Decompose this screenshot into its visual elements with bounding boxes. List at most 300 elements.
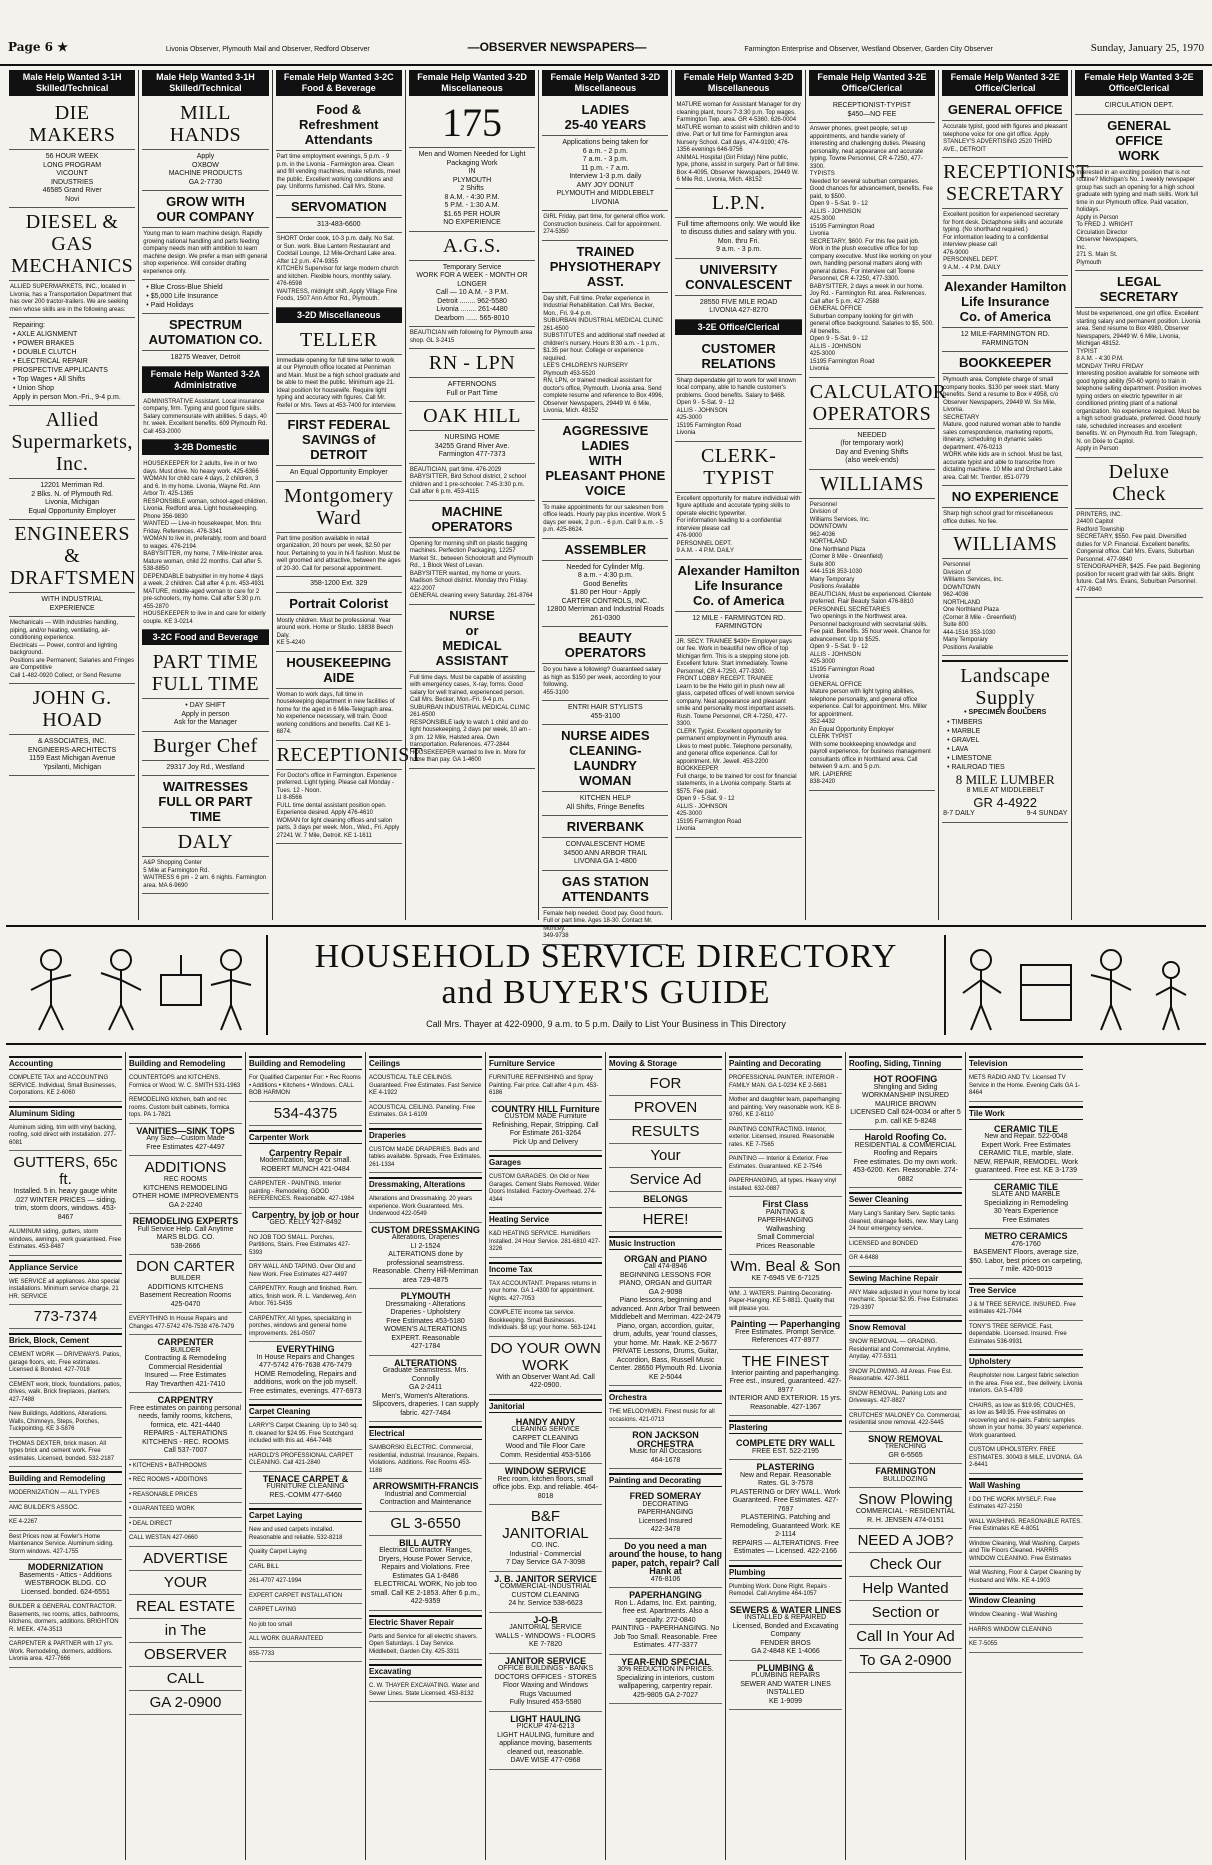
- display-ad-subhead: Do you need a man around the house, to hang paper, patch, repair? Call Hank at: [609, 1540, 722, 1576]
- directory-category-heading: Building and Remodeling: [129, 1056, 242, 1070]
- ad-line: 12800 Merriman and Industrial Roads: [546, 606, 664, 613]
- display-ad-subhead: PLASTERING: [756, 1462, 815, 1472]
- ad-line: WOMAN: [579, 773, 632, 788]
- classified-ad: [1075, 167, 1202, 272]
- ad-line: MILL HANDS: [169, 102, 242, 146]
- directory-listing: Parts and Service for all electric shavers. Open Saturdays. 1 Day Service. Middlebelt, Garden City. 425-3311: [369, 1631, 482, 1661]
- directory-display-ad: [609, 1588, 722, 1655]
- classified-ad: [276, 355, 402, 415]
- ad-line: 8 A.M. - 4:30 P.M.: [444, 193, 500, 201]
- ad-line: KE 5-4240: [276, 640, 305, 646]
- ad-line: RESPONSIBLE lady to watch 1 child and do light housekeeping, 2 days per week, 10 am - 3 pm. 12 Mile, Halsted area. Own transportation. References. 477-2844: [409, 719, 531, 748]
- ad-line: Full time afternoons only. We would like to discuss duties and salary with you.: [677, 220, 800, 236]
- ad-line: Female Help Wanted 3-2A Administrative: [150, 368, 261, 390]
- ad-line: For information leading to a confidential interview please call: [943, 234, 1049, 248]
- ad-line: Many Temporary: [943, 637, 988, 643]
- display-ad-line: SLATE AND MARBLE: [991, 1191, 1061, 1198]
- display-ad-line: PAPERHANGING: [637, 1509, 694, 1516]
- ad-line: RESPONSIBLE woman, school-aged children. Livonia. Redford area. Light housekeeping. Phone 356-9830: [143, 498, 268, 520]
- ad-line: LEE'S CHILDREN'S NURSERY: [543, 363, 629, 369]
- ad-line: Interesting position available for someone with good typing ability (50-60 wpm) to train in telephone selling department. Position involves typing orders on electric typewriter in air conditioned printing plant of a national organization. No experience required. Must be a high school graduate, preferred. Good hourly rate, scheduled increases and excellent benefits. W. on Plymouth Rd. from Telegraph, N. on Dixie to Capitol.: [1076, 371, 1202, 445]
- ad-line: 34255 Grand River Ave.: [434, 442, 510, 450]
- ad-line: • Paid Holidays: [146, 302, 194, 309]
- directory-display-ad: [849, 1577, 962, 1601]
- display-ad-line: CO. INC.: [531, 1542, 560, 1549]
- directory-category-heading: Painting and Decorating: [729, 1056, 842, 1070]
- display-ad-line: BASEMENT Floors, average size, $50. Labor, best prices on carpeting, 7 mile. 420-0019: [969, 1249, 1083, 1273]
- classified-ad: [276, 326, 402, 355]
- column-header: Female Help Wanted 3-2E Office/Clerical: [1075, 70, 1202, 96]
- ad-line: FULL OR PART TIME: [158, 794, 253, 824]
- ad-line: DOWNTOWN: [943, 584, 981, 591]
- display-ad-line: Floor Waxing and Windows: [503, 1682, 588, 1689]
- directory-category-heading: Upholstery: [969, 1354, 1083, 1368]
- classified-ad: [542, 725, 668, 792]
- ad-line: Redford Township: [1076, 526, 1125, 533]
- display-ad-line: LI 2-1524: [410, 1242, 441, 1250]
- display-ad-headline: RESULTS: [631, 1123, 700, 1140]
- directory-display-ad: [609, 1192, 722, 1208]
- display-ad-headline: B&F JANITORIAL: [502, 1508, 589, 1542]
- classified-ad: [9, 208, 135, 281]
- ad-line: Young man to learn machine design. Rapidly growing national handling and parts feeding company needs man with ambition to learn machine design. We prefer a man with general shop experience. Will consider drafting experience only.: [143, 231, 268, 275]
- classified-ad: [942, 99, 1068, 121]
- landscape-item: • TIMBERS: [947, 718, 983, 726]
- ad-line: GENERAL OFFICE: [809, 306, 862, 312]
- ad-line: Equal Opportunity Employer: [28, 507, 116, 515]
- ad-line: PLYMOUTH and MIDDLEBELT: [556, 190, 655, 197]
- display-ad-headline: ADVERTISE: [143, 1549, 228, 1567]
- ad-line: BABYSITTER, my home, 7 Mile-Inkster area. Mature woman, child 22 months. Call after 5. 538-8850: [143, 551, 264, 572]
- ad-line: • Union Shop: [13, 385, 54, 392]
- hours-sunday: 9-4 SUNDAY: [1026, 810, 1068, 817]
- ad-line: BEAUTY OPERATORS: [564, 630, 646, 660]
- display-ad-line: FURNITURE CLEANING: [266, 1483, 345, 1490]
- classified-ad: [675, 442, 801, 493]
- directory-listing: METS RADIO AND TV. Licensed TV Service in the Home. Evening Calls GA 1-8464: [969, 1072, 1083, 1102]
- ad-line: A.G.S.: [443, 234, 502, 257]
- ad-line: GAS STATION: [561, 873, 649, 889]
- classified-ad: [675, 375, 801, 442]
- ad-line: Division of: [943, 569, 971, 576]
- classified-ad: [542, 539, 668, 561]
- ad-line: 349-9738: [543, 933, 569, 939]
- column-header: Female Help Wanted 3-2C Food & Beverage: [276, 70, 402, 96]
- directory-display-ad: [969, 1122, 1083, 1180]
- directory-category-heading: Electrical: [369, 1426, 482, 1440]
- classified-ad: [542, 816, 668, 838]
- directory-display-ad: [729, 1603, 842, 1661]
- classified-ad: [675, 189, 801, 218]
- column-header: Male Help Wanted 3-1H Skilled/Technical: [142, 70, 268, 96]
- ad-line: SPECTRUM: [168, 317, 242, 332]
- display-ad-line: WORKMANSHIP INSURED: [862, 1092, 949, 1099]
- ad-line: SECRETARY: [945, 183, 1065, 205]
- directory-listing: For Qualified Carpenter For: • Rec Rooms • Additions • Kitchens • Windows. CALL BOB HARMON: [249, 1072, 362, 1102]
- display-ad-line: New and Repair. 522-0048: [984, 1133, 1068, 1140]
- directory-display-ad: [489, 1654, 602, 1712]
- classified-ad: [542, 871, 668, 908]
- directory-column: [6, 1052, 126, 1860]
- display-ad-line: 425-0470: [170, 1300, 201, 1308]
- ad-line: TYPISTS: [809, 171, 835, 177]
- ad-line: Food & Refreshment: [299, 102, 379, 132]
- directory-listing: CARPENTER & PARTNER with 17 yrs. Work. Remodeling, dormers, additions. Livonia area. 427-7666: [9, 1638, 122, 1668]
- ad-line: L.P.N.: [711, 191, 766, 214]
- display-ad-headline: 534-4375: [273, 1104, 338, 1122]
- ad-line: An Equal Opportunity Employer: [809, 726, 894, 733]
- ad-line: LONG PROGRAM: [43, 161, 102, 169]
- directory-column: [366, 1052, 486, 1860]
- ad-line: SUBURBAN INDUSTRIAL MEDICAL CLINIC: [409, 704, 530, 711]
- directory-listing: • REC ROOMS • ADDITIONS: [129, 1474, 242, 1489]
- ad-line: WITH: [588, 452, 622, 468]
- directory-display-ad: [369, 1223, 482, 1290]
- directory-listing: C. W. THAYER EXCAVATING. Water and Sewer Lines. State Licensed. 453-8132: [369, 1680, 482, 1702]
- ad-line: GIRL Friday, part time, for general office work. Construction business. Call for appointment. 274-5350: [543, 214, 666, 235]
- directory-listing: PROFESSIONAL PAINTER. INTERIOR - FAMILY MAN. GA 1-0234 KE 2-5681: [729, 1072, 842, 1094]
- ad-line: Livonia ........ 261-4480: [436, 306, 508, 313]
- ad-line: • Top Wages • All Shifts: [13, 376, 86, 383]
- display-ad-headline: CALL: [166, 1669, 205, 1687]
- ad-line: Call 1-482-0920 Collect, or Send Resume: [10, 672, 122, 679]
- ad-line: DRAFTSMEN: [10, 567, 136, 589]
- ad-line: Livonia: [809, 674, 829, 680]
- ad-line: Open 9 - 5-Sat. 9 - 12: [809, 336, 868, 342]
- ad-line: Excellent position for experienced secretary for front desk. Dictaphone skills and accurate typing. (No shorthand required.): [943, 212, 1063, 233]
- directory-listing: 855-7733: [249, 1648, 362, 1663]
- display-ad-line: BEGINNING LESSONS FOR PIANO, ORGAN and GUITAR: [619, 1271, 712, 1287]
- column-header: Female Help Wanted 3-2D Miscellaneous: [409, 70, 535, 96]
- classified-ad: [142, 396, 268, 441]
- directory-display-ad: [129, 1393, 242, 1460]
- display-ad-subhead: WINDOW SERVICE: [504, 1466, 587, 1476]
- directory-display-ad: [849, 1553, 962, 1577]
- ad-line: ASSEMBLER: [564, 541, 647, 557]
- display-ad-line: 422-3478: [650, 1526, 681, 1533]
- ad-line: Interview 1-3 p.m. daily: [569, 173, 642, 180]
- ad-line: 3-2D Miscellaneous: [296, 309, 381, 320]
- ad-line: Inc.: [55, 453, 89, 475]
- ad-line: Co. of America: [693, 592, 785, 608]
- classified-ad: [409, 605, 535, 672]
- column-header: Male Help Wanted 3-1H Skilled/Technical: [9, 70, 135, 96]
- directory-listing: Window Cleaning - Wall Washing: [969, 1609, 1083, 1624]
- ad-line: BABYSITTER wanted, my home or yours. Madison School district. Monday thru Friday. 422-2007: [409, 570, 528, 592]
- classified-ad: [142, 150, 268, 191]
- classified-ad: [942, 209, 1068, 276]
- ad-line: Supermarkets,: [11, 431, 133, 453]
- ad-line: • Blue Cross-Blue Shield: [146, 284, 223, 291]
- classified-ad: [675, 560, 801, 612]
- section-header: [142, 367, 268, 393]
- ad-line: NO EXPERIENCE: [443, 219, 501, 226]
- ad-line: CLEANING-LAUNDRY: [569, 743, 642, 773]
- ad-line: Mature, good natured woman able to handle sales correspondence, marketing reports, itinerary, scheduling in dynamic sales department. 476-0213: [943, 422, 1061, 451]
- ad-line: 8 a.m. - 4:30 p.m.: [577, 572, 633, 579]
- directory-listing: • GUARANTEED WORK: [129, 1503, 242, 1518]
- display-ad-line: LIGHT HAULING, furniture and appliance moving, basements cleaned out, reasonable.: [497, 1731, 594, 1756]
- ad-line: Open 9 - 5-Sat. 9 - 12: [809, 644, 868, 650]
- directory-display-ad: [729, 1350, 842, 1417]
- ad-line: To FRED J. WRIGHT: [1076, 222, 1134, 228]
- display-ad-headline: DO YOUR OWN WORK: [490, 1339, 601, 1374]
- masthead-right-papers: Farmington Enterprise and Observer, Westland Observer, Garden City Observer: [744, 46, 993, 53]
- directory-display-ad: [609, 1428, 722, 1469]
- directory-listing: No job too small: [249, 1619, 362, 1634]
- family-illustration-icon: [951, 935, 1201, 1035]
- display-ad-subhead: LIGHT HAULING: [510, 1713, 581, 1724]
- ad-line: GENERAL: [1107, 117, 1171, 133]
- ad-line: Part time position available in retail organization, 20 hours per week, $2.50 per hour. Pertaining to you in hi-fi fashion. Must be well groomed and attractive, between the ages of 20-30. Call for personal appointment.: [276, 535, 401, 572]
- classified-ad: [142, 351, 268, 367]
- directory-display-ad: [129, 1619, 242, 1643]
- ad-line: Livonia: [676, 430, 696, 436]
- ad-line: 2 Blks. N. of Plymouth Rd.: [31, 490, 113, 498]
- section-header: [142, 630, 268, 645]
- ad-line: AIDE: [323, 669, 355, 685]
- classified-ad: [409, 538, 535, 605]
- ad-line: (for temporary work): [840, 440, 904, 447]
- ad-line: OXBOW: [192, 161, 219, 169]
- ad-line: Call — 10 A.M. - 3 P.M.: [435, 289, 509, 296]
- display-ad-headline: REAL ESTATE: [136, 1597, 235, 1615]
- ad-line: 175: [442, 100, 503, 145]
- ad-line: 25-40 YEARS: [564, 117, 647, 132]
- ad-line: OPERATORS: [812, 402, 932, 425]
- directory-listing: TAX ACCOUNTANT. Prepares returns in your home. GA 1-4300 for appointment. Nights. 427-7053: [489, 1278, 602, 1308]
- ad-line: KITCHEN HELP: [579, 795, 631, 802]
- ad-line: Woman to work days, full time in housekeeping department in new facilities of home for the aged in 6 Mile-Telegraph area. No experience necessary, will train. Good working conditions and benefits. Call KE 1-6874.: [276, 691, 395, 735]
- display-ad-subhead: YEAR-END SPECIAL: [621, 1656, 710, 1667]
- directory-listing: LARRY'S Carpet Cleaning. Up to 340 sq. ft. cleaned for $24.95. Free Scotchgard included with this ad. 464-7448: [249, 1420, 362, 1450]
- classified-ad: [542, 241, 668, 293]
- display-ad-subhead: TENACE CARPET &: [262, 1473, 349, 1484]
- ad-line: Deluxe: [1108, 460, 1170, 483]
- directory-listing: EVERYTHING In House Repairs and Changes 477-5742 476-7538 476-7479: [129, 1313, 242, 1335]
- classified-ad: [942, 508, 1068, 530]
- ad-line: NURSING HOME: [444, 434, 500, 441]
- landscape-item: • RAILROAD TIES: [947, 763, 1005, 771]
- ad-line: OUR COMPANY: [156, 209, 255, 224]
- directory-display-ad: [369, 1356, 482, 1423]
- ad-line: 29317 Joy Rd., Westland: [166, 763, 245, 771]
- ad-line: 3-2C Food and Beverage: [152, 632, 259, 642]
- directory-listing: CARPENTRY, All types, specializing in porches, windows and general home improvements. 261-0507: [249, 1313, 362, 1343]
- ad-line: 838-2420: [809, 779, 836, 785]
- ad-line: Apply in Person: [1076, 214, 1119, 221]
- display-ad-headline: GA 2-0900: [149, 1693, 222, 1711]
- display-ad-line: Licensed, Bonded and Excavating Company: [732, 1622, 839, 1638]
- directory-display-ad: [729, 1317, 842, 1350]
- directory-display-ad: [729, 1436, 842, 1460]
- classified-ad: [276, 196, 402, 218]
- ad-line: PLYMOUTH: [452, 176, 492, 184]
- classified-ad: [942, 328, 1068, 352]
- directory-listing: 261-4707 427-1994: [249, 1575, 362, 1590]
- display-ad-subhead: J-O-B: [533, 1614, 558, 1625]
- ad-line: Many Temporary: [809, 576, 855, 583]
- ad-line: Williams Services, Inc.: [809, 516, 870, 523]
- ad-line: IN: [468, 168, 476, 175]
- display-ad-line: Specializing in Remodeling: [983, 1199, 1069, 1207]
- column-header: Female Help Wanted 3-2E Office/Clerical: [809, 70, 935, 96]
- directory-category-heading: Heating Service: [489, 1212, 602, 1226]
- classified-ad: [942, 530, 1068, 559]
- directory-category-heading: Window Cleaning: [969, 1593, 1083, 1607]
- ad-line: Answer phones, greet people, set up appointments, and handle variety of interesting and challenging duties. Pleasing personality, neat appearance and accurate typing. Towne Personnel, CR 4-7250, 477-3300.: [809, 126, 926, 170]
- ad-line: PERSONNEL DEPT.: [676, 540, 732, 547]
- directory-listing: Quality Carpet Laying: [249, 1546, 362, 1561]
- display-ad-line: RES.-COMM 477-6460: [269, 1491, 342, 1499]
- ad-line: Livonia: [809, 366, 829, 372]
- directory-listing: WALL WASHING. REASONABLE RATES. Free Estimates KE 4-8051: [969, 1516, 1083, 1538]
- ad-line: 9 A.M. - 4 P.M. DAILY: [676, 548, 734, 554]
- ad-line: 455-3100: [590, 712, 621, 720]
- ad-line: 425-3000: [676, 415, 702, 421]
- directory-listing: ALUMINUM siding, gutters, storm windows, awnings, work guaranteed. Free Estimates. 453-8487: [9, 1226, 122, 1256]
- directory-category-heading: Janitorial: [489, 1399, 602, 1413]
- ad-line: GENERAL cleaning every Saturday. 261-8764: [409, 593, 533, 599]
- directory-category-heading: Appliance Service: [9, 1260, 122, 1274]
- display-ad-line: CARPET CLEANING: [512, 1434, 579, 1442]
- ad-line: 425-3000: [676, 811, 702, 817]
- ad-line: An Equal Opportunity Employer: [289, 469, 388, 476]
- section-header: [142, 440, 268, 455]
- display-ad-subhead: JANITOR SERVICE: [504, 1655, 587, 1666]
- display-ad-line: Free Estimates 427-4497: [146, 1143, 225, 1151]
- ad-line: Attendants: [304, 132, 373, 147]
- landscape-item: • LIMESTONE: [947, 754, 992, 762]
- display-ad-line: PAPERHANGING: [757, 1217, 814, 1224]
- classified-ad: [409, 327, 535, 349]
- display-ad-line: 427-1784: [410, 1343, 441, 1350]
- display-ad-line: 24 hr. Service 538-6623: [508, 1600, 583, 1607]
- display-ad-line: PICKUP 474-6213: [516, 1723, 575, 1730]
- ad-line: FULL TIME: [151, 673, 260, 695]
- display-ad-line: MARS BLDG. CO.: [156, 1234, 215, 1241]
- ad-line: RECEPTIONIST-TYPIST: [832, 102, 912, 109]
- ad-line: Sharp high school grad for miscellaneous office duties. No fee.: [943, 511, 1054, 525]
- ad-line: CIRCULATION DEPT.: [1104, 102, 1174, 109]
- display-ad-line: 425-9805 GA 2-7027: [633, 1691, 698, 1699]
- directory-listing: CARL BILL: [249, 1561, 362, 1576]
- ad-line: SERVOMATION: [290, 198, 387, 214]
- classified-ad: [276, 99, 402, 151]
- directory-column: [486, 1052, 606, 1860]
- classified-ad: [276, 615, 402, 652]
- display-ad-line: INSTALLED & REPAIRED: [744, 1614, 827, 1621]
- ad-line: ANIMAL Hospital (Girl Friday) Nine public, type, phone, assist in surgery. Part or full time. Box 4-4095, Observer Newspapers, 29449 W. 6 Mile Rd., Livonia, Mich. 48152: [676, 154, 800, 183]
- classified-ad: [409, 501, 535, 538]
- directory-category-heading: Garages: [489, 1155, 602, 1169]
- classified-ad: [9, 281, 135, 318]
- classified-ad: [142, 776, 268, 828]
- directory-display-ad: [129, 1335, 242, 1393]
- ad-line: Opening for morning shift on plastic bagging machines. Perfection Packaging, 12257 Market St., between Schoolcraft and Plymouth Rd., 1 Block West of Levan.: [409, 540, 534, 569]
- display-ad-line: Music for All Occasions: [629, 1448, 702, 1455]
- ad-line: CUSTOMER RELATIONS: [701, 340, 776, 371]
- landscape-item: • LAVA: [947, 745, 969, 753]
- display-ad-line: Electrical Contractor. Ranges, Dryers, House Power Service, Repairs and Violations. Free Estimates GA 1-8486: [378, 1547, 473, 1580]
- ad-line: Circulation Director: [1076, 229, 1128, 236]
- directory-listing: FURNITURE REFINISHING and Spray Painting. Fair price. Call after 4 p.m. 453-6186: [489, 1072, 602, 1102]
- display-ad-subhead: FARMINGTON: [875, 1466, 936, 1476]
- directory-listing: CARPENTRY. Rough and finished. Rem. attics, finish work. R. L. Vanderweg, Ann Arbor. 761-5435: [249, 1283, 362, 1313]
- ad-line: Personnel: [809, 501, 837, 508]
- landscape-location: 8 MILE AT MIDDLEBELT: [966, 786, 1044, 794]
- ad-line: Excellent opportunity for mature individual with figure aptitude and accurate typing skills to operate electric typewriter.: [676, 495, 801, 517]
- ad-line: TRAINED: [576, 243, 635, 259]
- directory-display-ad: [609, 1655, 722, 1705]
- classified-ad: [542, 838, 668, 871]
- ad-line: 358-1200 Ext. 329: [310, 580, 368, 587]
- directory-listing: GR 4-6488: [849, 1252, 962, 1267]
- display-ad-line: SEWER AND WATER LINES INSTALLED: [740, 1680, 831, 1696]
- ad-line: 15195 Farmington Road: [809, 666, 875, 673]
- ad-line: Plymouth 453-5520: [543, 370, 596, 377]
- directory-listing: KE 4-2267: [9, 1516, 122, 1531]
- directory-column: [726, 1052, 846, 1860]
- ad-line: Part time employment evenings, 5 p.m. - 9 p.m. in the Livonia - Farmington area. Clean and fill vending machines, make refunds, meet the public. Excellent working conditions and pay. Uniforms furnished. Call Mrs. Stone.: [276, 154, 401, 190]
- ad-line: ALLIS - JOHNSON: [809, 208, 861, 215]
- ad-line: SECRETARY, $600. For this fee paid job. Work in the plush executive office for top company executive. Must like working on your own, handling personal matters along with general duties. For interview call Towne Personnel, CR 4-7250, 477-3300.: [809, 238, 933, 282]
- display-ad-line: Contracting & Remodeling: [144, 1355, 227, 1362]
- display-ad-headline: Your: [650, 1147, 681, 1164]
- ad-line: RECEPTIONIST: [943, 161, 1090, 183]
- ad-line: 271 S. Main St.: [1076, 252, 1118, 258]
- display-ad-line: Pick Up and Delivery: [513, 1138, 578, 1146]
- ad-line: Sharp dependable girl to work for well known local company, able to handle customer's problems. Good benefits. Salary to $468.: [676, 377, 796, 399]
- directory-display-ad: [849, 1529, 962, 1553]
- display-ad-line: OTHER HOME IMPROVEMENTS: [132, 1193, 239, 1200]
- ad-line: NORTHLAND: [943, 599, 981, 606]
- ad-line: HOUSEKEEPER wanted to live in. More for home than pay. GA 1-4600: [409, 749, 526, 763]
- landscape-subtitle: • SPECIMEN BOULDERS: [964, 709, 1047, 716]
- ad-line: 476-9000: [676, 533, 702, 539]
- ad-line: PERSONNEL DEPT.: [943, 257, 999, 263]
- directory-listing: EXPERT CARPET INSTALLATION: [249, 1590, 362, 1605]
- ad-line: MATURE, middle-aged woman to care for 2 pre-schoolers, my home. Call after 5:30 p.m. 455-2870: [143, 588, 262, 610]
- display-ad-line: INTERIOR AND EXTERIOR. 15 yrs. Reasonable. 427-1367: [729, 1395, 842, 1411]
- directory-display-ad: [129, 1124, 242, 1157]
- classified-ad: [675, 338, 801, 375]
- display-ad-headline: YOUR: [163, 1573, 208, 1591]
- ad-line: ENTRI HAIR STYLISTS: [567, 704, 643, 711]
- ad-line: ALLIS - JOHNSON: [809, 343, 861, 350]
- display-ad-line: JANITORIAL SERVICE: [509, 1624, 582, 1631]
- classified-ad: [942, 486, 1068, 508]
- directory-display-ad: [969, 1229, 1083, 1279]
- banner-illustration-right: [946, 930, 1206, 1040]
- ad-line: ADMINISTRATIVE Assistant. Local insurance company, firm. Typing and good figure skills. Salary commensurate with abilities. 5 days, 40 hr. week. Excellent benefits. 609 Plymouth Rd. Call 453-2000: [143, 398, 268, 435]
- ad-line: Alexander Hamilton: [677, 562, 800, 578]
- ad-line: Inc.: [1076, 244, 1087, 251]
- classified-ad: [675, 218, 801, 259]
- ad-line: Plymouth: [1076, 259, 1102, 266]
- display-ad-line: Licensed. bonded. 624-6551: [21, 1588, 110, 1596]
- ad-line: JR. SECY. TRAINEE $430+ Employer pays our fee. Work in beautiful new office of top Michigan firm. This is a stepping stone job. Excellent future. Start immediately. Towne Personnel, CR 4-7250, 477-3300.: [676, 638, 792, 675]
- ad-line: VICOUNT: [56, 170, 88, 177]
- directory-listing: Window Cleaning, Wall Washing. Carpets and Tile Floors Cleaned. HARRIS WINDOW CLEANING. Free Estimates: [969, 1538, 1083, 1568]
- ad-line: WAITRESS 6 pm - 2 am. 6 nights. Farmington area. MA 6-9690: [143, 875, 267, 889]
- directory-listing: Best Prices now at Fowler's Home Maintenance Service. Aluminum siding. Storm windows. 427-1755: [9, 1531, 122, 1561]
- display-ad-subhead: EVERYTHING: [276, 1344, 335, 1354]
- classified-ad: [142, 228, 268, 280]
- directory-listing: CUSTOM MADE DRAPERIES. Beds and tables available. Spreads, Free Estimates. 261-1334: [369, 1144, 482, 1174]
- display-ad-line: WESTBROOK BLDG. CO: [25, 1580, 106, 1587]
- directory-display-ad: [489, 1712, 602, 1770]
